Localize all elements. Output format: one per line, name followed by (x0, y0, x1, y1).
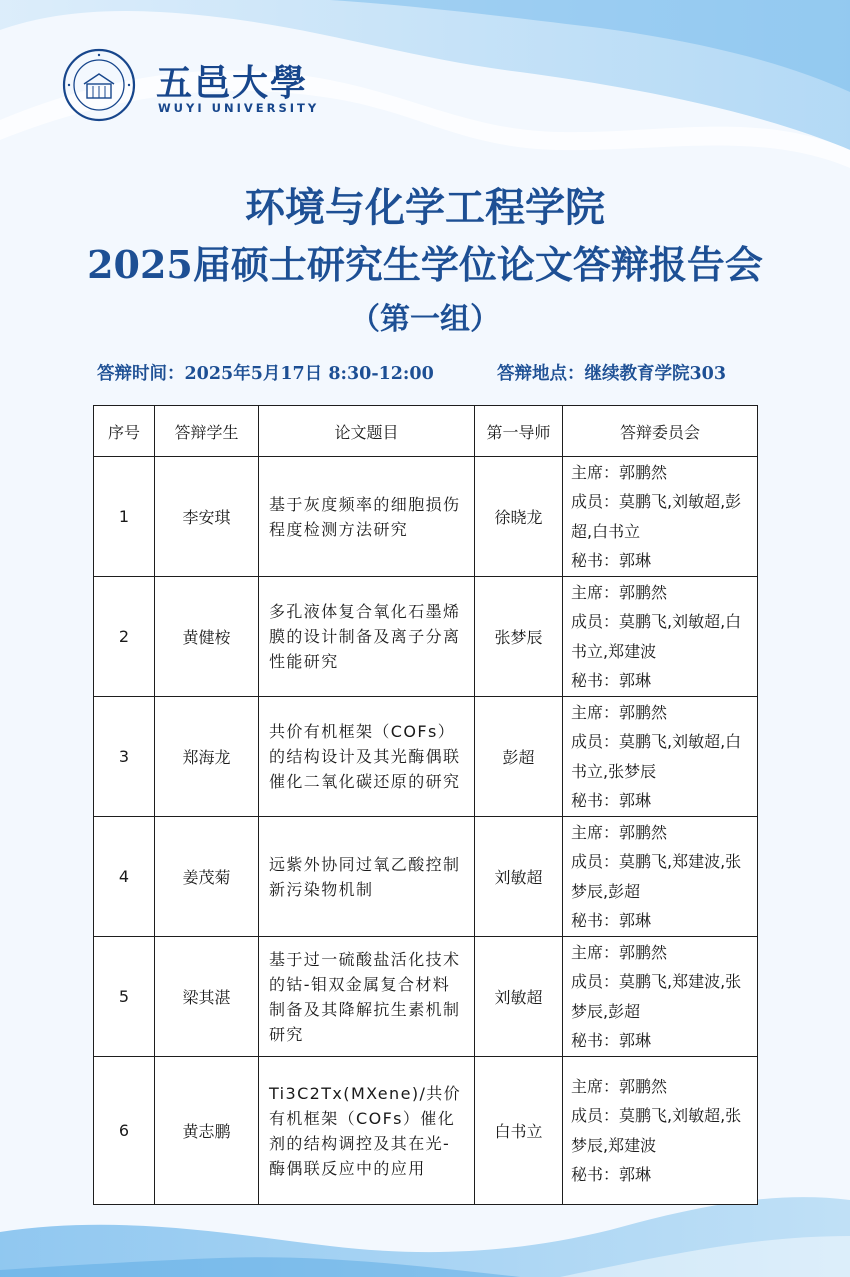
committee-chair: 主席：郭鹏然 (571, 822, 668, 842)
university-name-chinese: 五邑大學 (156, 62, 309, 104)
committee-members: 成员：莫鹏飞,郑建波,张梦辰,彭超 (571, 972, 742, 1021)
advisor-name: 刘敏超 (475, 817, 563, 937)
advisor-name: 彭超 (475, 697, 563, 817)
committee-chair: 主席：郭鹏然 (571, 1076, 668, 1096)
row-number: 6 (94, 1057, 155, 1205)
student-name: 郑海龙 (155, 697, 259, 817)
committee-members: 成员：莫鹏飞,刘敏超,张梦辰,郑建波 (571, 1106, 742, 1155)
event-title: 2025届硕士研究生学位论文答辩报告会 (87, 242, 763, 287)
committee-secretary: 秘书：郭琳 (571, 551, 652, 570)
committee-members: 成员：莫鹏飞,刘敏超,白书立,郑建波 (571, 612, 742, 661)
student-name: 李安琪 (155, 457, 259, 577)
committee-secretary: 秘书：郭琳 (571, 671, 652, 690)
table-row (94, 1057, 758, 1205)
defense-location: 答辩地点：继续教育学院303 (497, 364, 727, 384)
table-row (94, 817, 758, 937)
row-number: 1 (94, 457, 155, 577)
advisor-name: 徐晓龙 (475, 457, 563, 577)
student-name: 姜茂菊 (155, 817, 259, 937)
committee-members: 成员：莫鹏飞,刘敏超,白书立,张梦辰 (571, 732, 742, 781)
committee-cell (563, 1057, 758, 1205)
column-header-student: 答辩学生 (155, 406, 259, 457)
committee-secretary: 秘书：郭琳 (571, 791, 652, 810)
thesis-title: Ti3C2Tx(MXene)/共价有机框架（COFs）催化剂的结构调控及其在光-酶偶联反应中的应用 (259, 1057, 475, 1205)
committee-secretary: 秘书：郭琳 (571, 911, 652, 930)
advisor-name: 白书立 (475, 1057, 563, 1205)
row-number: 4 (94, 817, 155, 937)
row-number: 3 (94, 697, 155, 817)
committee-cell (563, 937, 758, 1057)
committee-cell (563, 577, 758, 697)
thesis-title: 基于灰度频率的细胞损伤程度检测方法研究 (259, 457, 475, 577)
thesis-title: 基于过一硫酸盐活化技术的钴-钼双金属复合材料制备及其降解抗生素机制研究 (259, 937, 475, 1057)
committee-secretary: 秘书：郭琳 (571, 1031, 652, 1050)
committee-chair: 主席：郭鹏然 (571, 702, 668, 722)
column-header-advisor: 第一导师 (475, 406, 563, 457)
committee-chair: 主席：郭鹏然 (571, 582, 668, 602)
thesis-title: 多孔液体复合氧化石墨烯膜的设计制备及离子分离性能研究 (259, 577, 475, 697)
column-header-thesis-title: 论文题目 (259, 406, 475, 457)
table-row (94, 937, 758, 1057)
defense-time: 答辩时间：2025年5月17日 8:30-12:00 (97, 364, 434, 384)
committee-cell (563, 457, 758, 577)
group-label: （第一组） (350, 302, 500, 337)
thesis-title: 共价有机框架（COFs）的结构设计及其光酶偶联催化二氧化碳还原的研究 (259, 697, 475, 817)
column-header-committee: 答辩委员会 (563, 406, 758, 457)
committee-secretary: 秘书：郭琳 (571, 1165, 652, 1184)
committee-chair: 主席：郭鹏然 (571, 462, 668, 482)
university-name-english: WUYI UNIVERSITY (158, 101, 320, 115)
student-name: 黄健桉 (155, 577, 259, 697)
committee-cell (563, 817, 758, 937)
student-name: 黄志鹏 (155, 1057, 259, 1205)
row-number: 2 (94, 577, 155, 697)
row-number: 5 (94, 937, 155, 1057)
committee-cell (563, 697, 758, 817)
committee-members: 成员：莫鹏飞,刘敏超,彭超,白书立 (571, 492, 742, 541)
column-header-number: 序号 (94, 406, 155, 457)
table-row (94, 577, 758, 697)
school-title: 环境与化学工程学院 (245, 184, 605, 231)
thesis-title: 远紫外协同过氧乙酸控制新污染物机制 (259, 817, 475, 937)
student-name: 梁其湛 (155, 937, 259, 1057)
table-row (94, 457, 758, 577)
table-row (94, 697, 758, 817)
table-header-row (94, 406, 758, 457)
university-seal-icon (62, 48, 136, 122)
committee-members: 成员：莫鹏飞,郑建波,张梦辰,彭超 (571, 852, 742, 901)
advisor-name: 张梦辰 (475, 577, 563, 697)
committee-chair: 主席：郭鹏然 (571, 942, 668, 962)
defense-schedule-table (93, 405, 758, 1205)
advisor-name: 刘敏超 (475, 937, 563, 1057)
